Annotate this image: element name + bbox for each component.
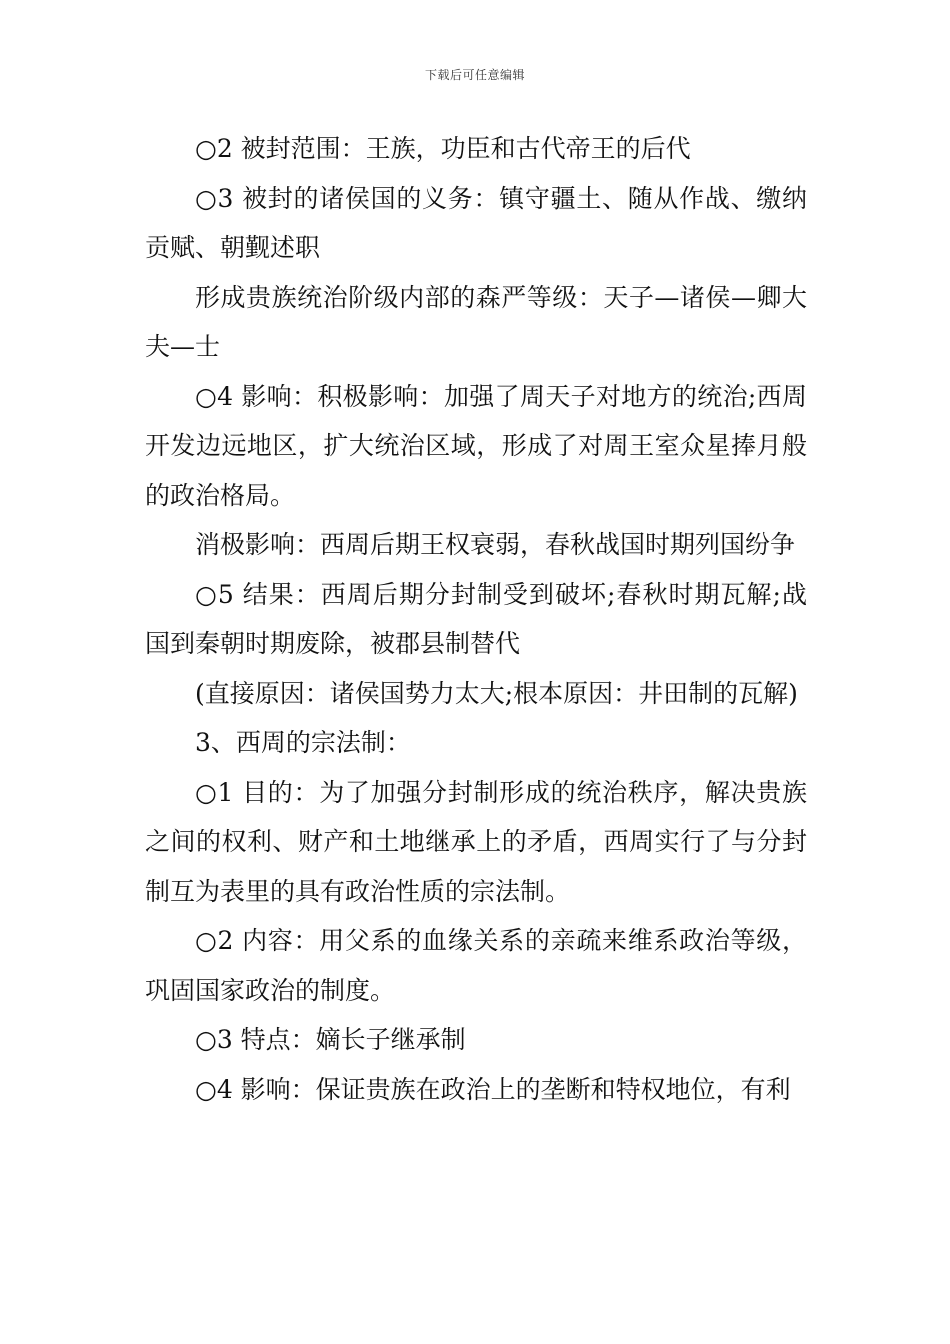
paragraph-purpose: ○1 目的：为了加强分封制形成的统治秩序，解决贵族之间的权利、财产和土地继承上的矛盾，西周实行了与分封制互为表里的具有政治性质的宗法制。 bbox=[145, 777, 807, 906]
paragraph-result: ○5 结果：西周后期分封制受到破坏;春秋时期瓦解;战国到秦朝时期废除，被郡县制替代 bbox=[145, 579, 807, 658]
document-body bbox=[145, 124, 807, 1114]
paragraph-noble-hierarchy: 形成贵族统治阶级内部的森严等级：天子—诸侯—卿大夫—士 bbox=[145, 282, 807, 361]
paragraph-influence: ○4 影响：保证贵族在政治上的垄断和特权地位，有利 bbox=[195, 1074, 791, 1104]
paragraph-feature: ○3 特点：嫡长子继承制 bbox=[195, 1025, 466, 1054]
paragraph-vassal-duties: ○3 被封的诸侯国的义务：镇守疆土、随从作战、缴纳贡赋、朝觐述职 bbox=[145, 183, 807, 262]
paragraph-content: ○2 内容：用父系的血缘关系的亲疏来维系政治等级，巩固国家政治的制度。 bbox=[145, 926, 807, 1005]
paragraph-enfeoffment-scope: ○2 被封范围：王族，功臣和古代帝王的后代 bbox=[195, 134, 691, 163]
page-header: 下载后可任意编辑 bbox=[424, 68, 525, 82]
paragraph-negative-influence: 消极影响：西周后期王权衰弱，春秋战国时期列国纷争 bbox=[195, 530, 796, 559]
section-heading-patriarchal-system: 3、西周的宗法制： bbox=[195, 728, 411, 757]
paragraph-positive-influence: ○4 影响：积极影响：加强了周天子对地方的统治;西周开发边远地区，扩大统治区域，形成了对周王室众星捧月般的政治格局。 bbox=[145, 381, 807, 510]
paragraph-causes: (直接原因：诸侯国势力太大;根本原因：井田制的瓦解) bbox=[195, 678, 798, 708]
